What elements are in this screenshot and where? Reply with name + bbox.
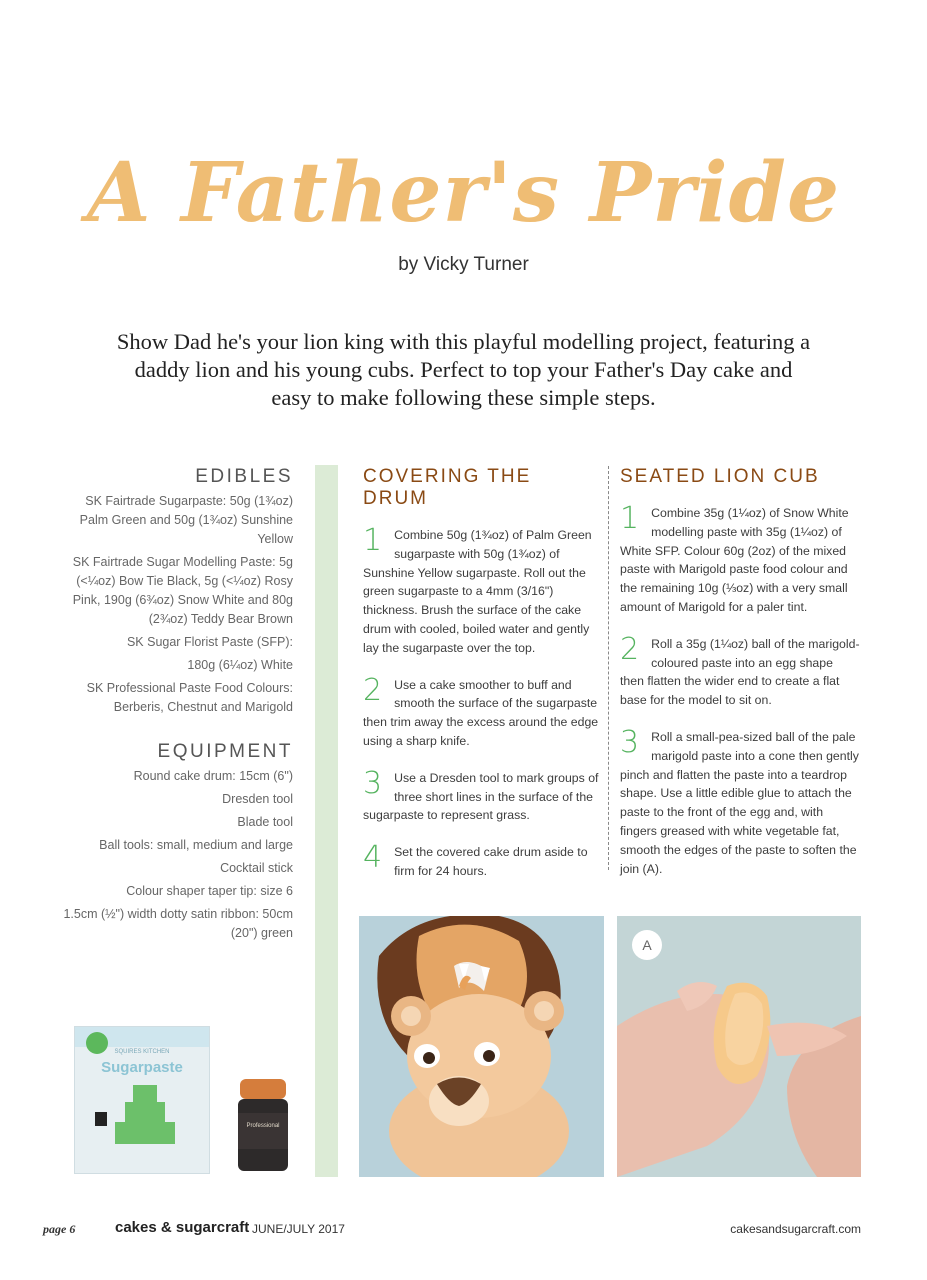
step (363, 765, 603, 825)
step-text: Combine 50g (1¾oz) of Palm Green sugarpaste with 50g (1¾oz) of Sunshine Yellow sugarpaste. Roll out the green sugarpaste to a 4mm (3/16") thickness. Brush the surface of the cake drum with cooled, boiled water and gently lay the sugarpaste over the top. (363, 528, 592, 655)
edible-item: SK Fairtrade Sugar Modelling Paste: 5g (<¼oz) Bow Tie Black, 5g (<¼oz) Rosy Pink, 190g (6¾oz) Snow White and 80g (2¾oz) Teddy Bear Brown (72, 555, 293, 626)
seated-heading: SEATED LION CUB (620, 466, 820, 487)
byline: by Vicky Turner (398, 254, 529, 275)
edible-item: 180g (6¼oz) White (187, 658, 293, 672)
step-number: 3 (620, 724, 640, 760)
equipment-item: Dresden tool (222, 792, 293, 806)
magazine-name: cakes & sugarcraft (115, 1219, 250, 1236)
step-text: Use a Dresden tool to mark groups of three short lines in the surface of the sugarpaste to represent grass. (363, 770, 599, 823)
equipment-list (60, 767, 293, 943)
equipment-item: Cocktail stick (220, 861, 293, 875)
website-url: cakesandsugarcraft.com (730, 1222, 861, 1236)
equipment-item: 1.5cm (½") width dotty satin ribbon: 50cm (20") green (63, 907, 293, 940)
issue-date: JUNE/JULY 2017 (252, 1222, 345, 1236)
intro-paragraph: Show Dad he's your lion king with this playful modelling project, featuring a daddy lion and his young cubs. Perfect to top your Father's Day cake and easy to make following these simple steps. (116, 329, 811, 410)
equipment-item: Ball tools: small, medium and large (99, 838, 293, 852)
green-divider-bar (315, 465, 338, 1177)
edibles-heading: EDIBLES (195, 466, 293, 487)
seated-lion-cub-section (620, 466, 860, 896)
equipment-item: Round cake drum: 15cm (6") (133, 769, 293, 783)
equipment-item: Blade tool (237, 815, 293, 829)
dashed-column-divider (608, 466, 609, 870)
step-number: 2 (363, 672, 383, 708)
edible-item: SK Professional Paste Food Colours: Berberis, Chestnut and Marigold (86, 681, 293, 714)
pack-label: Sugarpaste (101, 1059, 183, 1076)
ingredients-sidebar (60, 466, 293, 943)
step (620, 501, 860, 617)
lion-cub-photo (359, 916, 604, 1177)
page-title: A Father's Pride (86, 145, 841, 241)
covering-heading: COVERING THE DRUM (363, 466, 532, 509)
edible-item: SK Sugar Florist Paste (SFP): (126, 635, 293, 649)
step-number: 1 (620, 501, 640, 536)
step (363, 840, 603, 881)
step-text: Combine 35g (1¼oz) of Snow White modelling paste with 35g (1¼oz) of White SFP. Colour 60g (2oz) of the mixed paste with Marigold paste food colour and the remaining 10g (⅓oz) with a very small amount of Marigold for a paler tint. (620, 506, 849, 614)
equipment-item: Colour shaper taper tip: size 6 (126, 884, 293, 898)
step-text: Set the covered cake drum aside to firm for 24 hours. (394, 845, 588, 878)
paste-colour-jar (236, 1075, 290, 1174)
pack-brand: SQUIRES KITCHEN (114, 1049, 170, 1055)
step-text: Roll a small-pea-sized ball of the pale marigold paste into a cone then gently pinch and flatten the paste into a teardrop shape. Use a little edible glue to attach the paste to the front of the egg and, with fingers greased with white vegetable fat, smooth the edges of the paste to soften the join (A). (620, 729, 859, 876)
jar-label: Professional (246, 1123, 280, 1129)
step (363, 523, 603, 658)
sugarpaste-pack (74, 1026, 210, 1174)
step-number: 2 (620, 631, 640, 667)
step-number: 1 (363, 523, 383, 558)
page-number: page 6 (43, 1222, 76, 1236)
step-number: 4 (363, 840, 383, 876)
step-text: Roll a 35g (1¼oz) ball of the marigold-coloured paste into an egg shape then flatten the wider end to create a flat base for the model to sit on. (620, 636, 860, 708)
covering-drum-section (363, 466, 603, 899)
photo-label-badge: A (632, 930, 662, 960)
step (363, 672, 603, 751)
step-number: 3 (363, 765, 383, 801)
edibles-list (60, 492, 293, 717)
step (620, 631, 860, 710)
step (620, 724, 860, 878)
equipment-heading: EQUIPMENT (157, 741, 293, 762)
edible-item: SK Fairtrade Sugarpaste: 50g (1¾oz) Palm Green and 50g (1¾oz) Sunshine Yellow (79, 494, 293, 546)
step-text: Use a cake smoother to buff and smooth the surface of the sugarpaste then trim away the excess around the edge using a sharp knife. (363, 677, 599, 748)
